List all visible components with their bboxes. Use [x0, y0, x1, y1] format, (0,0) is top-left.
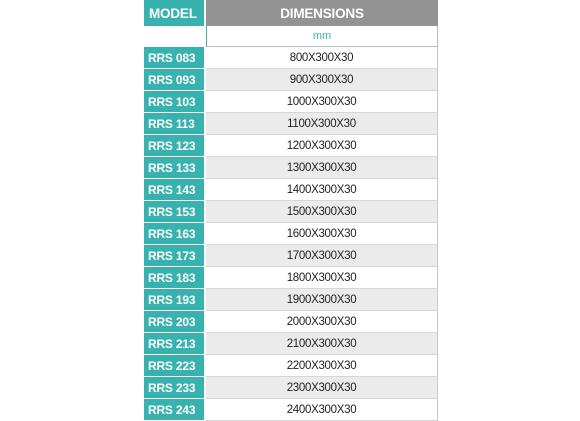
- table-row: [144, 311, 438, 333]
- table-row: [144, 69, 438, 91]
- model-cell: RRS 233: [144, 377, 206, 399]
- dimensions-cell: 2400X300X30: [206, 399, 438, 421]
- model-cell: RRS 103: [144, 91, 206, 113]
- dimensions-cell: 1300X300X30: [206, 157, 438, 179]
- dimensions-cell: 2100X300X30: [206, 333, 438, 355]
- unit-row-blank-cell: [144, 26, 206, 47]
- model-cell: RRS 143: [144, 179, 206, 201]
- dimensions-cell: 1500X300X30: [206, 201, 438, 223]
- table-row: [144, 135, 438, 157]
- table-row: [144, 47, 438, 69]
- model-cell: RRS 113: [144, 113, 206, 135]
- table-row: [144, 333, 438, 355]
- dimensions-cell: 1800X300X30: [206, 267, 438, 289]
- unit-row: [144, 26, 438, 47]
- table-row: [144, 157, 438, 179]
- table-row: [144, 201, 438, 223]
- model-cell: RRS 153: [144, 201, 206, 223]
- dimensions-cell: 1200X300X30: [206, 135, 438, 157]
- model-cell: RRS 163: [144, 223, 206, 245]
- dimensions-cell: 900X300X30: [206, 69, 438, 91]
- table-header: [144, 0, 438, 47]
- table-body: [144, 47, 438, 421]
- dimensions-cell: 800X300X30: [206, 47, 438, 69]
- model-column-header: MODEL: [144, 0, 206, 26]
- dimensions-table: [144, 0, 438, 421]
- dimensions-cell: 2000X300X30: [206, 311, 438, 333]
- dimensions-cell: 1100X300X30: [206, 113, 438, 135]
- table-row: [144, 377, 438, 399]
- model-cell: RRS 133: [144, 157, 206, 179]
- model-cell: RRS 243: [144, 399, 206, 421]
- model-cell: RRS 183: [144, 267, 206, 289]
- dimensions-cell: 2200X300X30: [206, 355, 438, 377]
- table-row: [144, 113, 438, 135]
- model-cell: RRS 173: [144, 245, 206, 267]
- table-row: [144, 289, 438, 311]
- model-cell: RRS 203: [144, 311, 206, 333]
- dimensions-cell: 1000X300X30: [206, 91, 438, 113]
- dimensions-column-header: DIMENSIONS: [206, 0, 438, 26]
- dimensions-cell: 2300X300X30: [206, 377, 438, 399]
- table-row: [144, 223, 438, 245]
- table-row: [144, 91, 438, 113]
- table-row: [144, 399, 438, 421]
- table-row: [144, 355, 438, 377]
- table-row: [144, 179, 438, 201]
- dimensions-cell: 1600X300X30: [206, 223, 438, 245]
- dimensions-cell: 1400X300X30: [206, 179, 438, 201]
- header-row: [144, 0, 438, 26]
- unit-label: mm: [206, 26, 438, 47]
- model-cell: RRS 213: [144, 333, 206, 355]
- model-cell: RRS 083: [144, 47, 206, 69]
- table-row: [144, 245, 438, 267]
- model-cell: RRS 193: [144, 289, 206, 311]
- dimensions-cell: 1900X300X30: [206, 289, 438, 311]
- model-cell: RRS 223: [144, 355, 206, 377]
- model-cell: RRS 123: [144, 135, 206, 157]
- dimensions-cell: 1700X300X30: [206, 245, 438, 267]
- model-cell: RRS 093: [144, 69, 206, 91]
- table-row: [144, 267, 438, 289]
